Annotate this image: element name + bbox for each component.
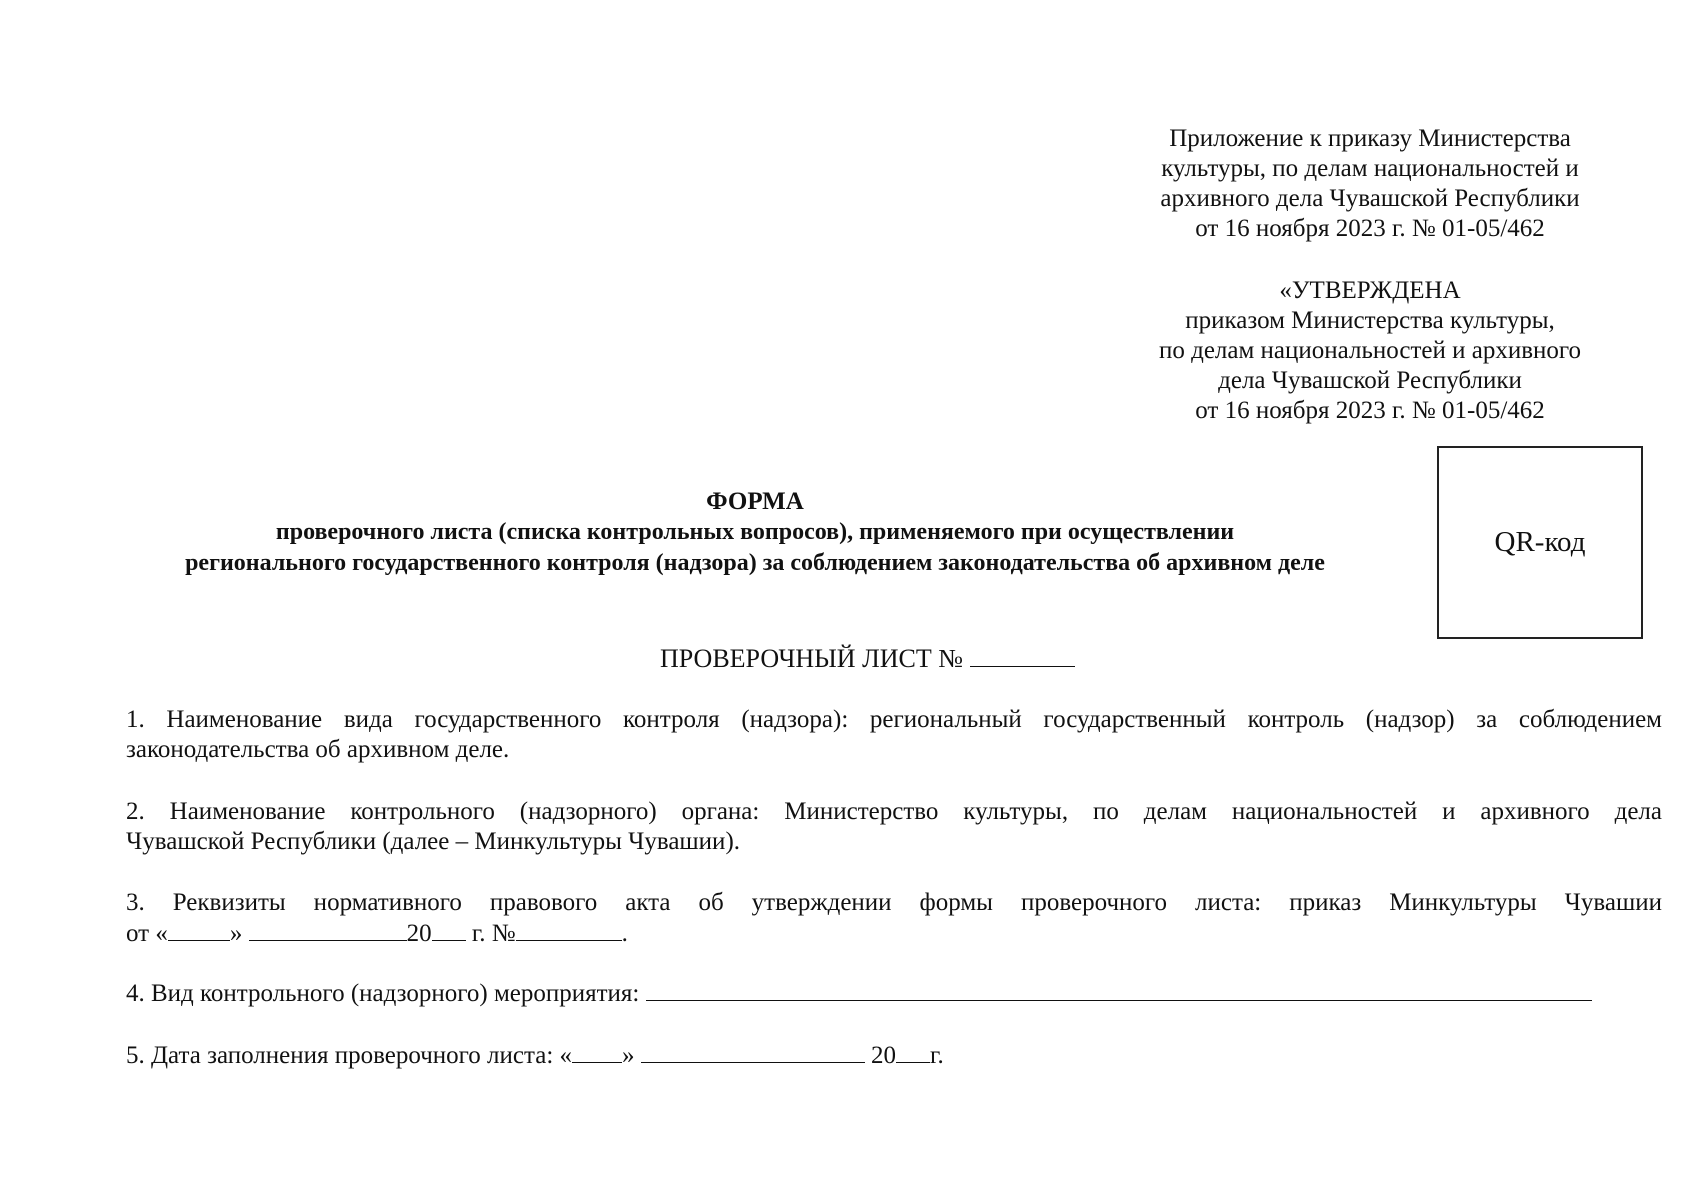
qr-code-label: QR-код <box>1494 526 1586 558</box>
date-prefix: от « <box>126 920 168 947</box>
day-blank[interactable] <box>168 918 230 941</box>
form-title <box>110 486 1400 579</box>
approved-line: от 16 ноября 2023 г. № 01-05/462 <box>1195 397 1545 424</box>
checklist-number-label: ПРОВЕРОЧНЫЙ ЛИСТ № <box>660 644 964 673</box>
fill-month-blank[interactable] <box>641 1040 865 1063</box>
month-blank[interactable] <box>249 918 407 941</box>
checklist-number-blank[interactable] <box>970 644 1075 667</box>
form-title-line: регионального государственного контроля (надзора) за соблюдением законодательства об архивном деле <box>185 550 1325 576</box>
item-text: 1. Наименование вида государственного контроля (надзора): региональный государственный контроль (надзор) за соблюдением <box>126 706 1662 733</box>
appendix-line: архивного дела Чувашской Республики <box>1160 185 1580 212</box>
date-quote-close: » <box>229 920 243 947</box>
legal-act-date-line <box>126 918 1662 949</box>
item-text: законодательства об архивном деле. <box>126 736 510 763</box>
item-legal-act <box>126 888 1662 949</box>
period: . <box>621 920 628 947</box>
date-quote-close: » <box>622 1042 635 1069</box>
appendix-line: от 16 ноября 2023 г. № 01-05/462 <box>1195 215 1545 242</box>
year-blank[interactable] <box>432 918 466 941</box>
year-prefix: 20 <box>406 920 432 947</box>
form-title-line: проверочного листа (списка контрольных вопросов), применяемого при осуществлении <box>275 519 1235 545</box>
approved-line: по делам национальностей и архивного <box>1158 337 1582 364</box>
approved-line: «УТВЕРЖДЕНА <box>1279 277 1461 304</box>
event-type-blank[interactable] <box>646 978 1592 1001</box>
year-suffix: г. <box>930 1042 944 1069</box>
appendix-header <box>1130 124 1610 244</box>
item-text: 4. Вид контрольного (надзорного) мероприятия: <box>126 980 640 1007</box>
checklist-number-heading <box>660 643 1100 675</box>
item-text: 5. Дата заполнения проверочного листа: « <box>126 1042 573 1069</box>
form-title-heading: ФОРМА <box>706 488 804 515</box>
appendix-line: Приложение к приказу Министерства <box>1169 125 1571 152</box>
approved-line: дела Чувашской Республики <box>1218 367 1522 394</box>
item-text: Чувашской Республики (далее – Минкультуры Чувашии). <box>126 828 741 855</box>
appendix-line: культуры, по делам национальностей и <box>1161 155 1579 182</box>
item-control-type <box>126 705 1662 765</box>
act-number-blank[interactable] <box>516 918 622 941</box>
approved-line: приказом Министерства культуры, <box>1185 307 1555 334</box>
item-text: 2. Наименование контрольного (надзорного) органа: Министерство культуры, по делам национальностей и архивного дела <box>126 798 1662 825</box>
number-label: г. № <box>471 920 516 947</box>
item-text: 3. Реквизиты нормативного правового акта об утверждении формы проверочного листа: приказ Минкультуры Чувашии <box>126 889 1662 916</box>
fill-day-blank[interactable] <box>572 1040 622 1063</box>
item-control-body <box>126 797 1662 857</box>
qr-code-placeholder <box>1437 446 1643 639</box>
year-prefix: 20 <box>871 1042 897 1069</box>
item-fill-date <box>126 1040 1662 1071</box>
approval-stamp-text <box>1130 276 1610 426</box>
item-event-type <box>126 978 1662 1009</box>
fill-year-blank[interactable] <box>896 1040 930 1063</box>
